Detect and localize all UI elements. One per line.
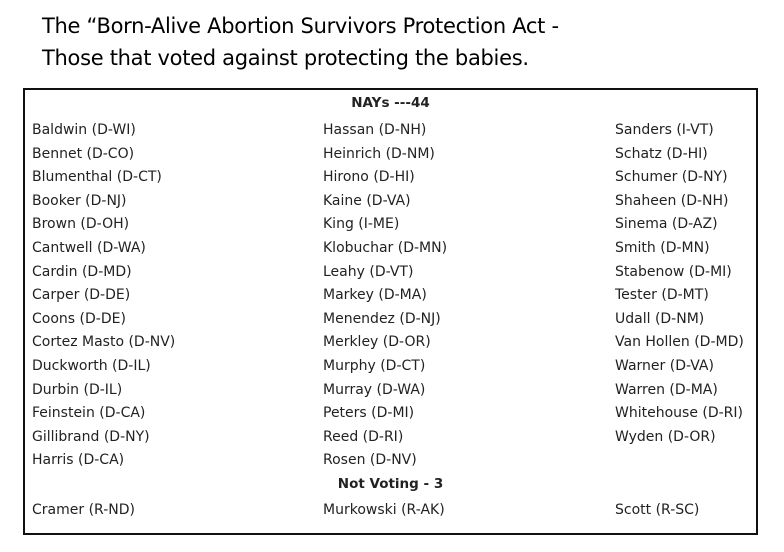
senator-entry: Schatz (D-HI) (615, 145, 708, 162)
page-title (42, 10, 772, 74)
nays-header: NAYs ---44 (351, 95, 430, 111)
senator-entry: Shaheen (D-NH) (615, 192, 729, 209)
senator-entry: Sinema (D-AZ) (615, 216, 718, 233)
senator-entry: Markey (D-MA) (323, 287, 427, 304)
senator-entry: Blumenthal (D-CT) (32, 169, 162, 186)
not-voting-item: Cramer (R-ND) (32, 502, 135, 518)
senator-entry: Duckworth (D-IL) (32, 357, 151, 374)
vote-table (23, 88, 758, 535)
senator-entry: King (I-ME) (323, 216, 400, 233)
senator-entry: Cantwell (D-WA) (32, 239, 146, 256)
senator-entry: Menendez (D-NJ) (323, 310, 441, 327)
senator-entry: Booker (D-NJ) (32, 192, 127, 209)
senator-entry: Warren (D-MA) (615, 381, 718, 398)
senator-entry: Leahy (D-VT) (323, 263, 414, 280)
nays-column-1 (32, 119, 175, 473)
senator-entry: Stabenow (D-MI) (615, 263, 732, 280)
not-voting-item: Scott (R-SC) (615, 502, 700, 518)
senator-entry: Whitehouse (D-RI) (615, 405, 743, 422)
senator-entry: Murray (D-WA) (323, 381, 426, 398)
senator-entry: Udall (D-NM) (615, 310, 705, 327)
senator-entry: Bennet (D-CO) (32, 145, 135, 162)
title-line-2: Those that voted against protecting the babies. (42, 46, 529, 70)
senator-entry: Heinrich (D-NM) (323, 145, 435, 162)
senator-entry: Smith (D-MN) (615, 239, 710, 256)
senator-entry: Kaine (D-VA) (323, 192, 411, 209)
senator-entry: Warner (D-VA) (615, 357, 714, 374)
senator-entry: Schumer (D-NY) (615, 169, 728, 186)
senator-entry: Sanders (I-VT) (615, 122, 714, 138)
nays-column-3 (615, 119, 744, 449)
senator-entry: Peters (D-MI) (323, 405, 415, 422)
senator-entry: Gillibrand (D-NY) (32, 428, 150, 445)
senator-entry: Baldwin (D-WI) (32, 122, 136, 138)
title-line-1: The “Born-Alive Abortion Survivors Protection Act - (42, 14, 559, 38)
senator-entry: Coons (D-DE) (32, 310, 126, 327)
senator-entry: Van Hollen (D-MD) (615, 334, 744, 351)
senator-entry: Hassan (D-NH) (323, 122, 427, 138)
senator-entry: Cardin (D-MD) (32, 263, 132, 280)
senator-entry: Tester (D-MT) (615, 287, 709, 304)
senator-entry: Carper (D-DE) (32, 287, 131, 304)
senator-entry: Brown (D-OH) (32, 216, 130, 233)
senator-entry: Wyden (D-OR) (615, 428, 716, 445)
senator-entry: Murphy (D-CT) (323, 357, 426, 374)
senator-entry: Reed (D-RI) (323, 428, 404, 445)
senator-entry: Merkley (D-OR) (323, 334, 431, 351)
senator-entry: Hirono (D-HI) (323, 169, 415, 186)
nays-column-2 (323, 119, 447, 473)
senator-entry: Klobuchar (D-MN) (323, 239, 448, 256)
senator-entry: Feinstein (D-CA) (32, 405, 146, 422)
not-voting-header: Not Voting - 3 (337, 476, 444, 492)
senator-entry: Harris (D-CA) (32, 452, 125, 469)
senator-entry: Rosen (D-NV) (323, 452, 417, 469)
senator-entry: Durbin (D-IL) (32, 381, 123, 398)
not-voting-item: Murkowski (R-AK) (323, 502, 445, 518)
senator-entry: Cortez Masto (D-NV) (32, 334, 176, 351)
